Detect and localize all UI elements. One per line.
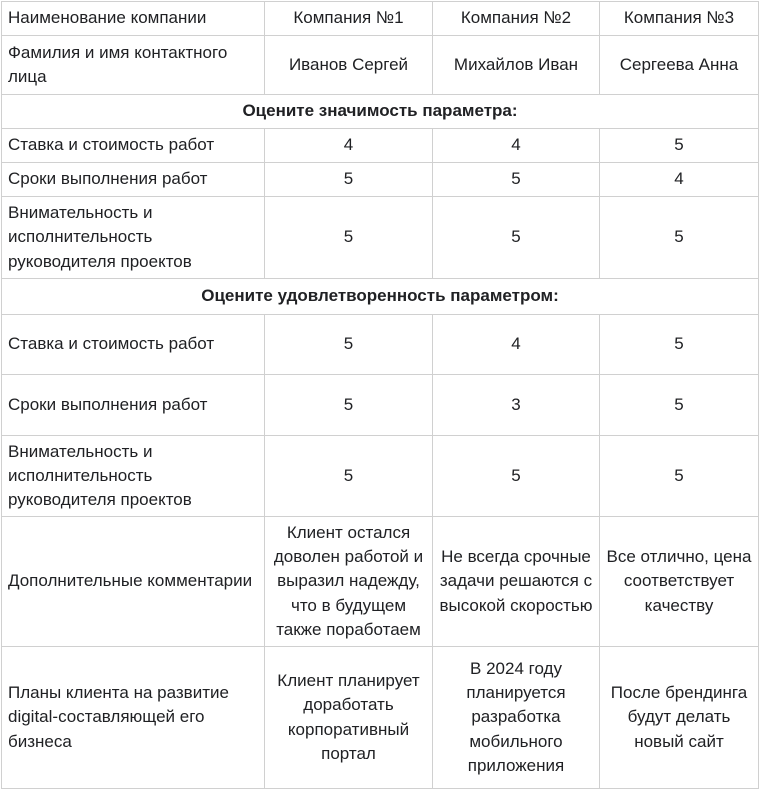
- row-label: Сроки выполнения работ: [2, 375, 265, 436]
- row-label: Ставка и стоимость работ: [2, 129, 265, 163]
- score-cell: 5: [600, 129, 759, 163]
- contact-company-1: Иванов Сергей: [265, 36, 433, 95]
- score-cell: 5: [600, 315, 759, 375]
- table-row: [2, 647, 759, 789]
- company-name-label: Наименование компании: [2, 2, 265, 36]
- score-cell: 4: [433, 315, 600, 375]
- section-row: [2, 95, 759, 129]
- company-2-header: Компания №2: [433, 2, 600, 36]
- score-cell: 5: [265, 197, 433, 279]
- table-row: [2, 163, 759, 197]
- table-row: [2, 436, 759, 517]
- score-cell: 5: [433, 197, 600, 279]
- row-label: Сроки выполнения работ: [2, 163, 265, 197]
- score-cell: 5: [433, 163, 600, 197]
- score-cell: 5: [265, 375, 433, 436]
- comments-label: Дополнительные комментарии: [2, 517, 265, 647]
- table-row: [2, 197, 759, 279]
- table-row: [2, 315, 759, 375]
- plan-company-1: Клиент планирует доработать корпоративный портал: [265, 647, 433, 789]
- comment-company-3: Все отлично, цена соответствует качеству: [600, 517, 759, 647]
- contact-company-3: Сергеева Анна: [600, 36, 759, 95]
- score-cell: 4: [265, 129, 433, 163]
- company-1-header: Компания №1: [265, 2, 433, 36]
- table-row: [2, 129, 759, 163]
- row-label: Ставка и стоимость работ: [2, 315, 265, 375]
- company-3-header: Компания №3: [600, 2, 759, 36]
- plans-label: Планы клиента на развитие digital-составляющей его бизнеса: [2, 647, 265, 789]
- score-cell: 5: [265, 315, 433, 375]
- satisfaction-section-title: Оцените удовлетворенность параметром:: [2, 279, 759, 315]
- table-row: [2, 2, 759, 36]
- importance-section-title: Оцените значимость параметра:: [2, 95, 759, 129]
- contact-company-2: Михайлов Иван: [433, 36, 600, 95]
- contact-name-label: Фамилия и имя контактного лица: [2, 36, 265, 95]
- score-cell: 3: [433, 375, 600, 436]
- comment-company-1: Клиент остался доволен работой и выразил надежду, что в будущем также поработаем: [265, 517, 433, 647]
- row-label: Внимательность и исполнительность руководителя проектов: [2, 197, 265, 279]
- score-cell: 5: [265, 163, 433, 197]
- score-cell: 4: [433, 129, 600, 163]
- score-cell: 5: [265, 436, 433, 517]
- score-cell: 5: [600, 197, 759, 279]
- table-row: [2, 375, 759, 436]
- table-row: [2, 517, 759, 647]
- comment-company-2: Не всегда срочные задачи решаются с высокой скоростью: [433, 517, 600, 647]
- table-row: [2, 36, 759, 95]
- row-label: Внимательность и исполнительность руководителя проектов: [2, 436, 265, 517]
- client-survey-table: [1, 1, 759, 789]
- section-row: [2, 279, 759, 315]
- score-cell: 4: [600, 163, 759, 197]
- plan-company-2: В 2024 году планируется разработка мобильного приложения: [433, 647, 600, 789]
- plan-company-3: После брендинга будут делать новый сайт: [600, 647, 759, 789]
- score-cell: 5: [433, 436, 600, 517]
- score-cell: 5: [600, 375, 759, 436]
- score-cell: 5: [600, 436, 759, 517]
